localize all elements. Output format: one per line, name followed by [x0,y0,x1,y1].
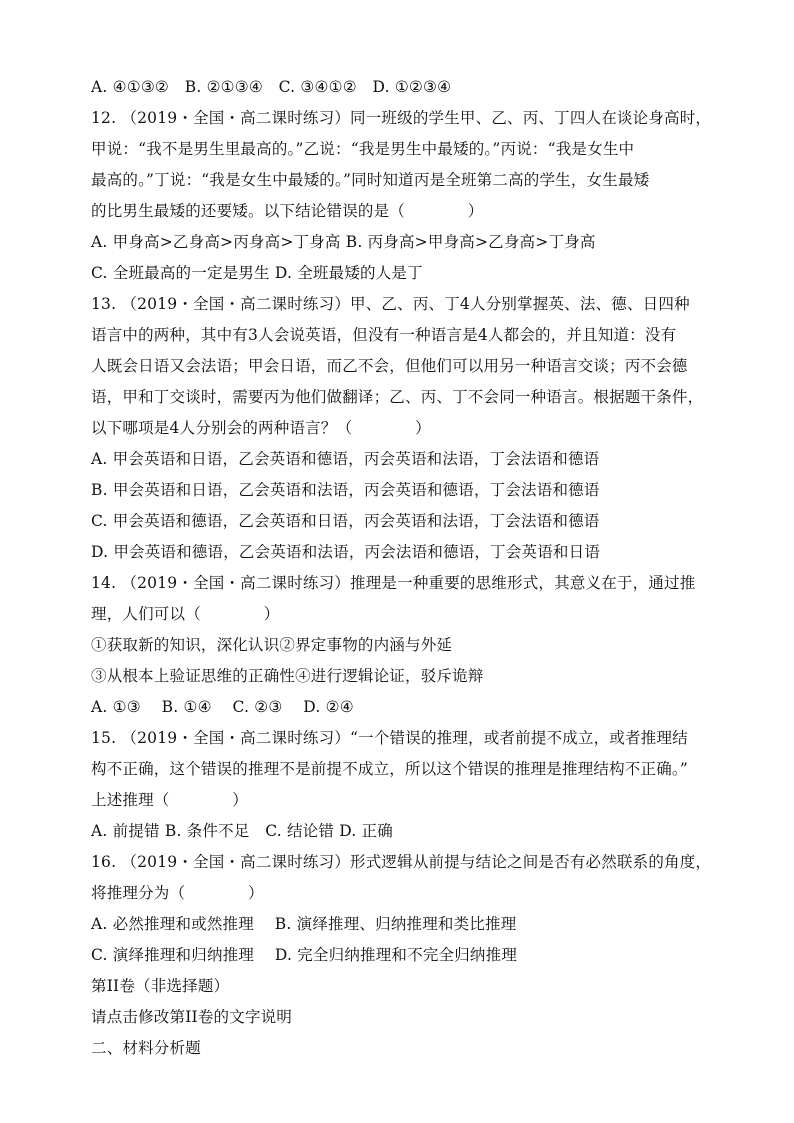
q12-options-cd: C. 全班最高的一定是男生 D. 全班最矮的人是丁 [91,264,423,282]
q13-option-d: D. 甲会英语和德语，乙会英语和法语，丙会法语和德语，丁会英语和日语 [91,543,601,561]
q13-stem-line-2: 语言中的两种，其中有3人会说英语，但没有一种语言是4人都会的，并且知道：没有 [91,326,677,344]
q15-stem-line-3: 上述推理（ ） [91,791,249,809]
q12-stem-line-2: 甲说：“我不是男生里最高的。”乙说：“我是男生中最矮的。”丙说：“我是女生中 [91,140,635,158]
q13-stem-line-5: 以下哪项是4人分别会的两种语言？（ ） [91,419,431,437]
q14-statements-1-2: ①获取新的知识，深化认识②界定事物的内涵与外延 [91,636,453,654]
q13-option-a: A. 甲会英语和日语，乙会英语和德语，丙会英语和法语，丁会法语和德语 [91,450,600,468]
q15-options: A. 前提错 B. 条件不足 C. 结论错 D. 正确 [91,822,393,840]
q13-stem-line-1: 13. （2019・全国・高二课时练习）甲、乙、丙、丁4人分别掌握英、法、德、日四种 [91,295,690,313]
q12-stem-line-3: 最高的。”丁说：“我是女生中最矮的。”同时知道丙是全班第二高的学生，女生最矮 [91,171,650,189]
q16-options-ab: A. 必然推理和或然推理 B. 演绎推理、归纳推理和类比推理 [91,915,517,933]
q14-statements-3-4: ③从根本上验证思维的正确性④进行逻辑论证，驳斥诡辩 [91,667,484,685]
q14-stem-line-2: 理，人们可以（ ） [91,605,280,623]
q14-options: A. ①③ B. ①④ C. ②③ D. ②④ [91,698,354,716]
q12-stem-line-1: 12. （2019・全国・高二课时练习）同一班级的学生甲、乙、丙、丁四人在谈论身高时， [91,109,712,127]
q12-stem-line-4: 的比男生最矮的还要矮。以下结论错误的是（ ） [91,202,484,220]
q13-stem-line-3: 人既会日语又会法语；甲会日语，而乙不会，但他们可以用另一种语言交谈；丙不会德 [91,357,688,375]
q15-stem-line-2: 构不正确，这个错误的推理不是前提不成立，所以这个错误的推理是推理结构不正确。” [91,760,688,778]
q16-stem-line-2: 将推理分为（ ） [91,884,264,902]
q15-stem-line-1: 15. （2019・全国・高二课时练习）“一个错误的推理，或者前提不成立，或者推理结 [91,729,688,747]
q14-stem-line-1: 14. （2019・全国・高二课时练习）推理是一种重要的思维形式，其意义在于，通过推 [91,574,696,592]
q12-options-ab: A. 甲身高>乙身高>丙身高>丁身高 B. 丙身高>甲身高>乙身高>丁身高 [91,233,596,251]
q13-stem-line-4: 语，甲和丁交谈时，需要丙为他们做翻译；乙、丙、丁不会同一种语言。根据题干条件， [91,388,704,406]
q13-option-b: B. 甲会英语和日语，乙会英语和法语，丙会英语和德语，丁会法语和德语 [91,481,600,499]
document-page [91,72,731,1064]
q11-options: A. ④①③② B. ②①③④ C. ③④①② D. ①②③④ [91,78,452,96]
section-heading-part-2: 第II卷（非选择题） [91,977,230,995]
q16-stem-line-1: 16. （2019・全国・高二课时练习）形式逻辑从前提与结论之间是否有必然联系的角度， [91,853,712,871]
section-heading-material-analysis: 二、材料分析题 [91,1039,201,1057]
q13-option-c: C. 甲会英语和德语，乙会英语和日语，丙会英语和法语，丁会法语和德语 [91,512,600,530]
q16-options-cd: C. 演绎推理和归纳推理 D. 完全归纳推理和不完全归纳推理 [91,946,518,964]
section-instruction: 请点击修改第II卷的文字说明 [91,1008,293,1026]
